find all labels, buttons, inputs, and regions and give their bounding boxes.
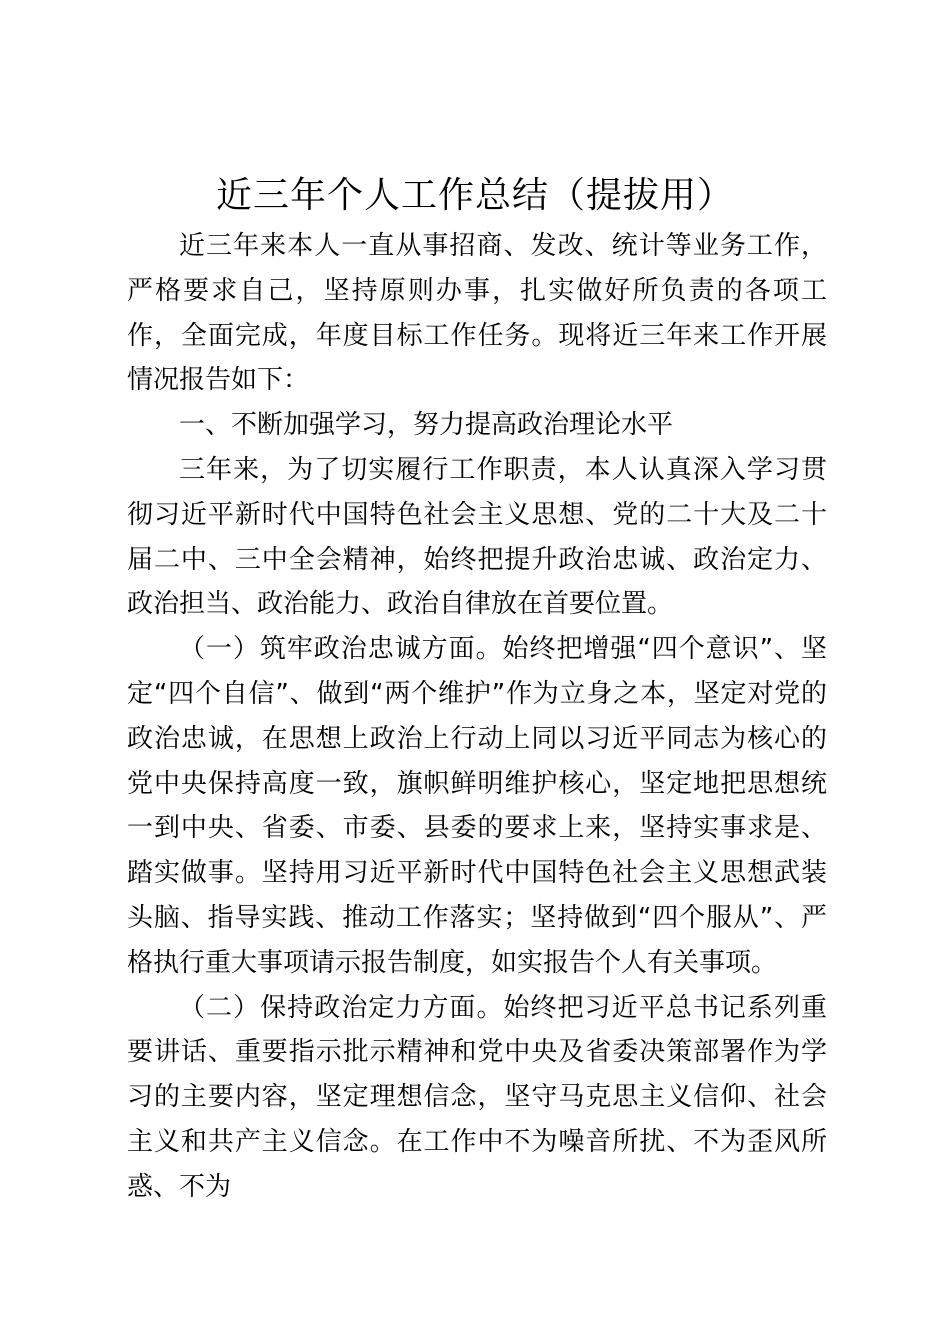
document-title: 近三年个人工作总结（提拔用） bbox=[215, 175, 734, 216]
section-1-paragraph: 三年来，为了切实履行工作职责，本人认真深入学习贯彻习近平新时代中国特色社会主义思想、党的二十大及二十届二中、三中全会精神，始终把提升政治忠诚、政治定力、政治担当、政治能力、政治自律放在首要位置。 bbox=[127, 454, 827, 620]
subsection-1-paragraph: （一）筑牢政治忠诚方面。始终把增强“四个意识”、坚定“四个自信”、做到“两个维护”作为立身之本，坚定对党的政治忠诚，在思想上政治上行动上同以习近平同志为核心的党中央保持高度一致，旗帜鲜明维护核心，坚定地把思想统一到中央、省委、市委、县委的要求上来，坚持实事求是、踏实做事。坚持用习近平新时代中国特色社会主义思想武装头脑、指导实践、推动工作落实；坚持做到“四个服从”、严格执行重大事项请示报告制度，如实报告个人有关事项。 bbox=[127, 634, 827, 978]
section-heading-1: 一、不断加强学习，努力提高政治理论水平 bbox=[179, 410, 674, 441]
document-body bbox=[127, 224, 827, 1210]
intro-paragraph: 近三年来本人一直从事招商、发改、统计等业务工作，严格要求自己，坚持原则办事，扎实做好所负责的各项工作，全面完成，年度目标工作任务。现将近三年来工作开展情况报告如下： bbox=[127, 231, 827, 396]
subsection-2-paragraph: （二）保持政治定力方面。始终把习近平总书记系列重要讲话、重要指示批示精神和党中央及省委决策部署作为学习的主要内容，坚定理想信念，坚守马克思主义信仰、社会主义和共产主义信念。在工作中不为噪音所扰、不为歪风所惑、不为 bbox=[127, 992, 827, 1202]
